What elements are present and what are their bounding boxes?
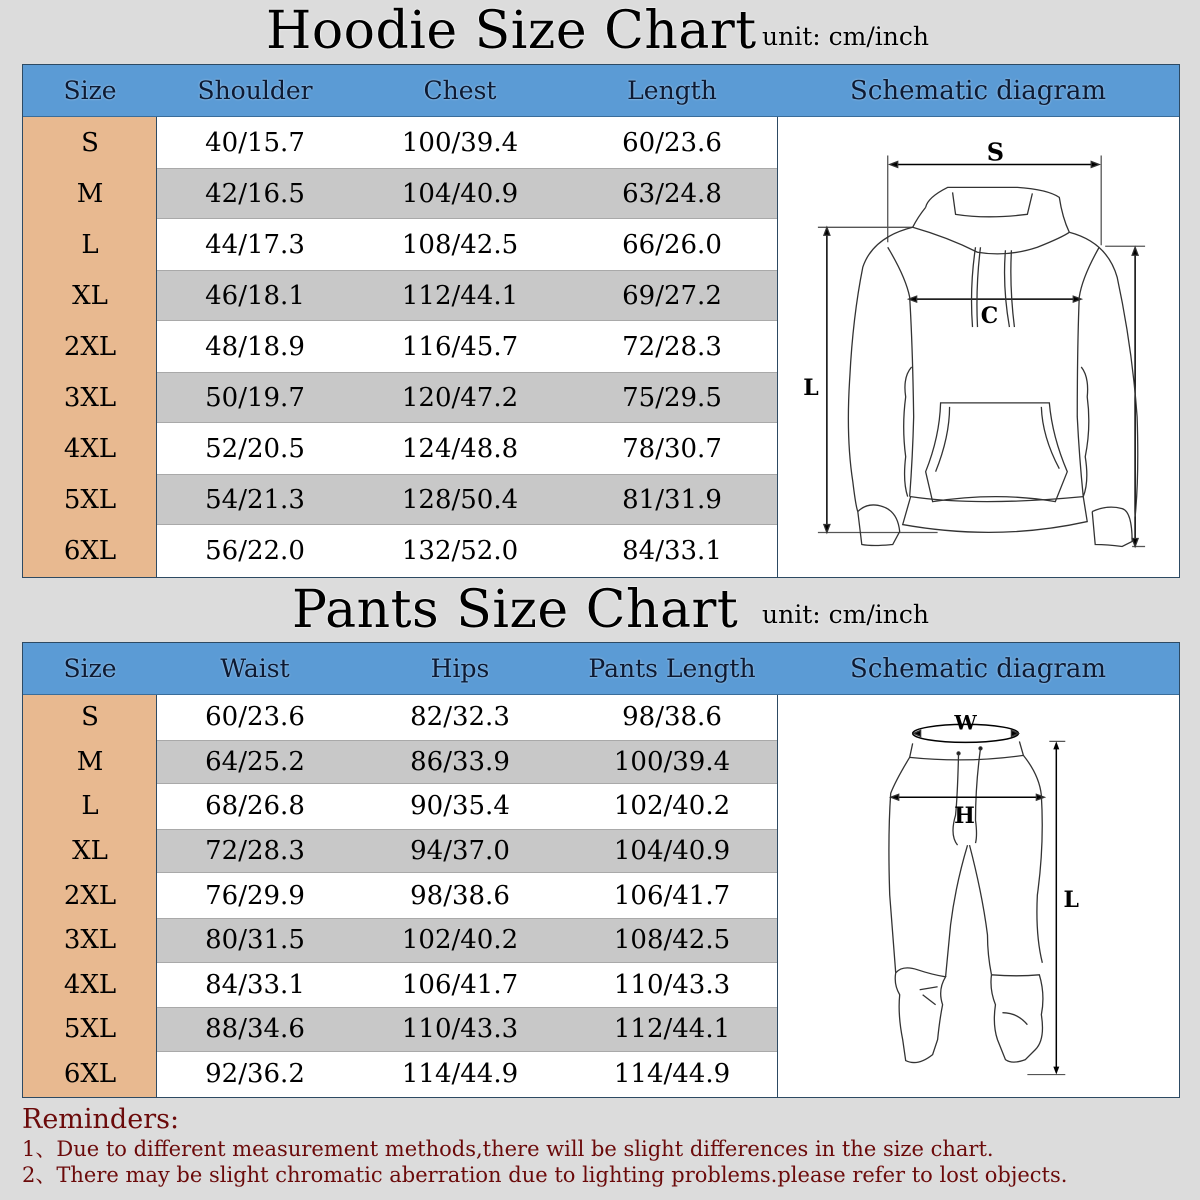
waist-cell: 64/25.2 bbox=[205, 746, 305, 777]
diagram-label-l: L bbox=[1063, 886, 1079, 913]
size-label: 4XL bbox=[63, 969, 117, 1000]
hoodie-outline-icon bbox=[778, 117, 1179, 577]
table-row bbox=[157, 1007, 777, 1052]
pants-length-cell: 112/44.1 bbox=[613, 1014, 731, 1045]
chest-cell: 128/50.4 bbox=[401, 484, 519, 515]
diagram-label-h: H bbox=[954, 803, 975, 830]
shoulder-cell: 48/18.9 bbox=[205, 331, 305, 362]
size-label: L bbox=[81, 791, 99, 822]
pants-length-cell: 100/39.4 bbox=[613, 746, 731, 777]
header-chest: Chest bbox=[423, 76, 497, 105]
length-cell: 72/28.3 bbox=[622, 331, 722, 362]
size-label: 5XL bbox=[63, 484, 117, 515]
length-cell: 81/31.9 bbox=[622, 484, 722, 515]
diagram-label-l: L bbox=[803, 374, 819, 401]
size-label: S bbox=[81, 127, 99, 158]
chest-cell: 100/39.4 bbox=[401, 127, 519, 158]
chest-cell: 112/44.1 bbox=[401, 280, 519, 311]
hips-cell: 110/43.3 bbox=[401, 1014, 519, 1045]
diagram-label-c: C bbox=[980, 303, 999, 330]
size-label: M bbox=[76, 178, 104, 209]
table-row bbox=[157, 117, 777, 168]
pants-schematic-diagram bbox=[777, 695, 1179, 1097]
hips-cell: 114/44.9 bbox=[401, 1059, 519, 1090]
length-cell: 84/33.1 bbox=[622, 535, 722, 566]
pants-length-cell: 104/40.9 bbox=[613, 836, 731, 867]
pants-outline-icon bbox=[778, 695, 1179, 1097]
length-cell: 75/29.5 bbox=[622, 382, 722, 413]
table-row bbox=[157, 474, 777, 525]
shoulder-cell: 40/15.7 bbox=[205, 127, 305, 158]
hoodie-unit-label: unit: cm/inch bbox=[762, 22, 929, 51]
waist-cell: 60/23.6 bbox=[205, 702, 305, 733]
table-row bbox=[157, 829, 777, 874]
table-row bbox=[157, 695, 777, 740]
reminder-line-1: 1、Due to different measurement methods,there will be slight differences in the size chart. bbox=[22, 1137, 994, 1161]
pants-table-header bbox=[23, 643, 1179, 695]
hips-cell: 106/41.7 bbox=[401, 969, 519, 1000]
hoodie-title-row bbox=[0, 0, 1200, 60]
hips-cell: 82/32.3 bbox=[410, 702, 510, 733]
table-row bbox=[157, 423, 777, 474]
table-row bbox=[157, 168, 777, 219]
reminders-section bbox=[22, 1104, 1182, 1188]
pants-length-cell: 106/41.7 bbox=[613, 880, 731, 911]
header-shoulder: Shoulder bbox=[197, 76, 313, 105]
hoodie-table-header bbox=[23, 65, 1179, 117]
size-label: 4XL bbox=[63, 433, 117, 464]
waist-cell: 92/36.2 bbox=[205, 1059, 305, 1090]
pants-chart-title: Pants Size Chart bbox=[292, 580, 739, 640]
chest-cell: 132/52.0 bbox=[401, 535, 519, 566]
table-row bbox=[157, 270, 777, 321]
waist-cell: 76/29.9 bbox=[205, 880, 305, 911]
size-label: M bbox=[76, 746, 104, 777]
size-label: L bbox=[81, 229, 99, 260]
hips-cell: 98/38.6 bbox=[410, 880, 510, 911]
hoodie-chart-title: Hoodie Size Chart bbox=[266, 1, 757, 61]
chest-cell: 116/45.7 bbox=[401, 331, 519, 362]
header-schematic: Schematic diagram bbox=[850, 75, 1106, 106]
table-row bbox=[157, 963, 777, 1008]
table-row bbox=[157, 740, 777, 785]
size-label: S bbox=[81, 702, 99, 733]
shoulder-cell: 54/21.3 bbox=[205, 484, 305, 515]
table-row bbox=[157, 1052, 777, 1097]
length-cell: 78/30.7 bbox=[622, 433, 722, 464]
waist-cell: 84/33.1 bbox=[205, 969, 305, 1000]
header-waist: Waist bbox=[220, 654, 290, 683]
length-cell: 63/24.8 bbox=[622, 178, 722, 209]
size-label: 6XL bbox=[63, 1059, 117, 1090]
pants-length-cell: 98/38.6 bbox=[622, 702, 722, 733]
header-hips: Hips bbox=[430, 654, 490, 683]
reminders-title: Reminders: bbox=[22, 1104, 180, 1135]
pants-length-cell: 102/40.2 bbox=[613, 791, 731, 822]
waist-cell: 72/28.3 bbox=[205, 836, 305, 867]
waist-cell: 68/26.8 bbox=[205, 791, 305, 822]
table-row bbox=[157, 372, 777, 423]
size-label: 6XL bbox=[63, 535, 117, 566]
table-row bbox=[157, 321, 777, 372]
size-label: XL bbox=[72, 836, 108, 867]
size-label: XL bbox=[72, 280, 108, 311]
table-row bbox=[157, 219, 777, 270]
hips-cell: 102/40.2 bbox=[401, 925, 519, 956]
header-pants-length: Pants Length bbox=[588, 654, 756, 683]
diagram-label-w: W bbox=[954, 710, 977, 735]
hoodie-schematic-diagram bbox=[777, 117, 1179, 577]
hips-cell: 94/37.0 bbox=[410, 836, 510, 867]
size-label: 2XL bbox=[63, 331, 117, 362]
pants-unit-label: unit: cm/inch bbox=[762, 600, 929, 629]
pants-length-cell: 114/44.9 bbox=[613, 1059, 731, 1090]
pants-size-table bbox=[22, 642, 1180, 1098]
reminder-line-2: 2、There may be slight chromatic aberration due to lighting problems.please refer to lost objects. bbox=[22, 1163, 1068, 1187]
header-size: Size bbox=[63, 76, 117, 105]
table-row bbox=[157, 873, 777, 918]
header-length: Length bbox=[627, 76, 717, 105]
shoulder-cell: 52/20.5 bbox=[205, 433, 305, 464]
length-cell: 69/27.2 bbox=[622, 280, 722, 311]
hips-cell: 86/33.9 bbox=[410, 746, 510, 777]
shoulder-cell: 46/18.1 bbox=[205, 280, 305, 311]
waist-cell: 88/34.6 bbox=[205, 1014, 305, 1045]
pants-title-row bbox=[0, 580, 1200, 640]
shoulder-cell: 42/16.5 bbox=[205, 178, 305, 209]
length-cell: 60/23.6 bbox=[622, 127, 722, 158]
chest-cell: 104/40.9 bbox=[401, 178, 519, 209]
shoulder-cell: 44/17.3 bbox=[205, 229, 305, 260]
header-schematic: Schematic diagram bbox=[850, 653, 1106, 684]
table-row bbox=[157, 918, 777, 963]
table-row bbox=[157, 525, 777, 576]
size-label: 5XL bbox=[63, 1014, 117, 1045]
header-size: Size bbox=[63, 654, 117, 683]
waist-cell: 80/31.5 bbox=[205, 925, 305, 956]
pants-length-cell: 108/42.5 bbox=[613, 925, 731, 956]
hips-cell: 90/35.4 bbox=[410, 791, 510, 822]
chest-cell: 120/47.2 bbox=[401, 382, 519, 413]
pants-length-cell: 110/43.3 bbox=[613, 969, 731, 1000]
chest-cell: 124/48.8 bbox=[401, 433, 519, 464]
length-cell: 66/26.0 bbox=[622, 229, 722, 260]
chest-cell: 108/42.5 bbox=[401, 229, 519, 260]
shoulder-cell: 50/19.7 bbox=[205, 382, 305, 413]
table-row bbox=[157, 784, 777, 829]
size-label: 3XL bbox=[63, 925, 117, 956]
size-label: 3XL bbox=[63, 382, 117, 413]
shoulder-cell: 56/22.0 bbox=[205, 535, 305, 566]
hoodie-size-table bbox=[22, 64, 1180, 578]
size-label: 2XL bbox=[63, 880, 117, 911]
diagram-label-s: S bbox=[986, 138, 1005, 167]
